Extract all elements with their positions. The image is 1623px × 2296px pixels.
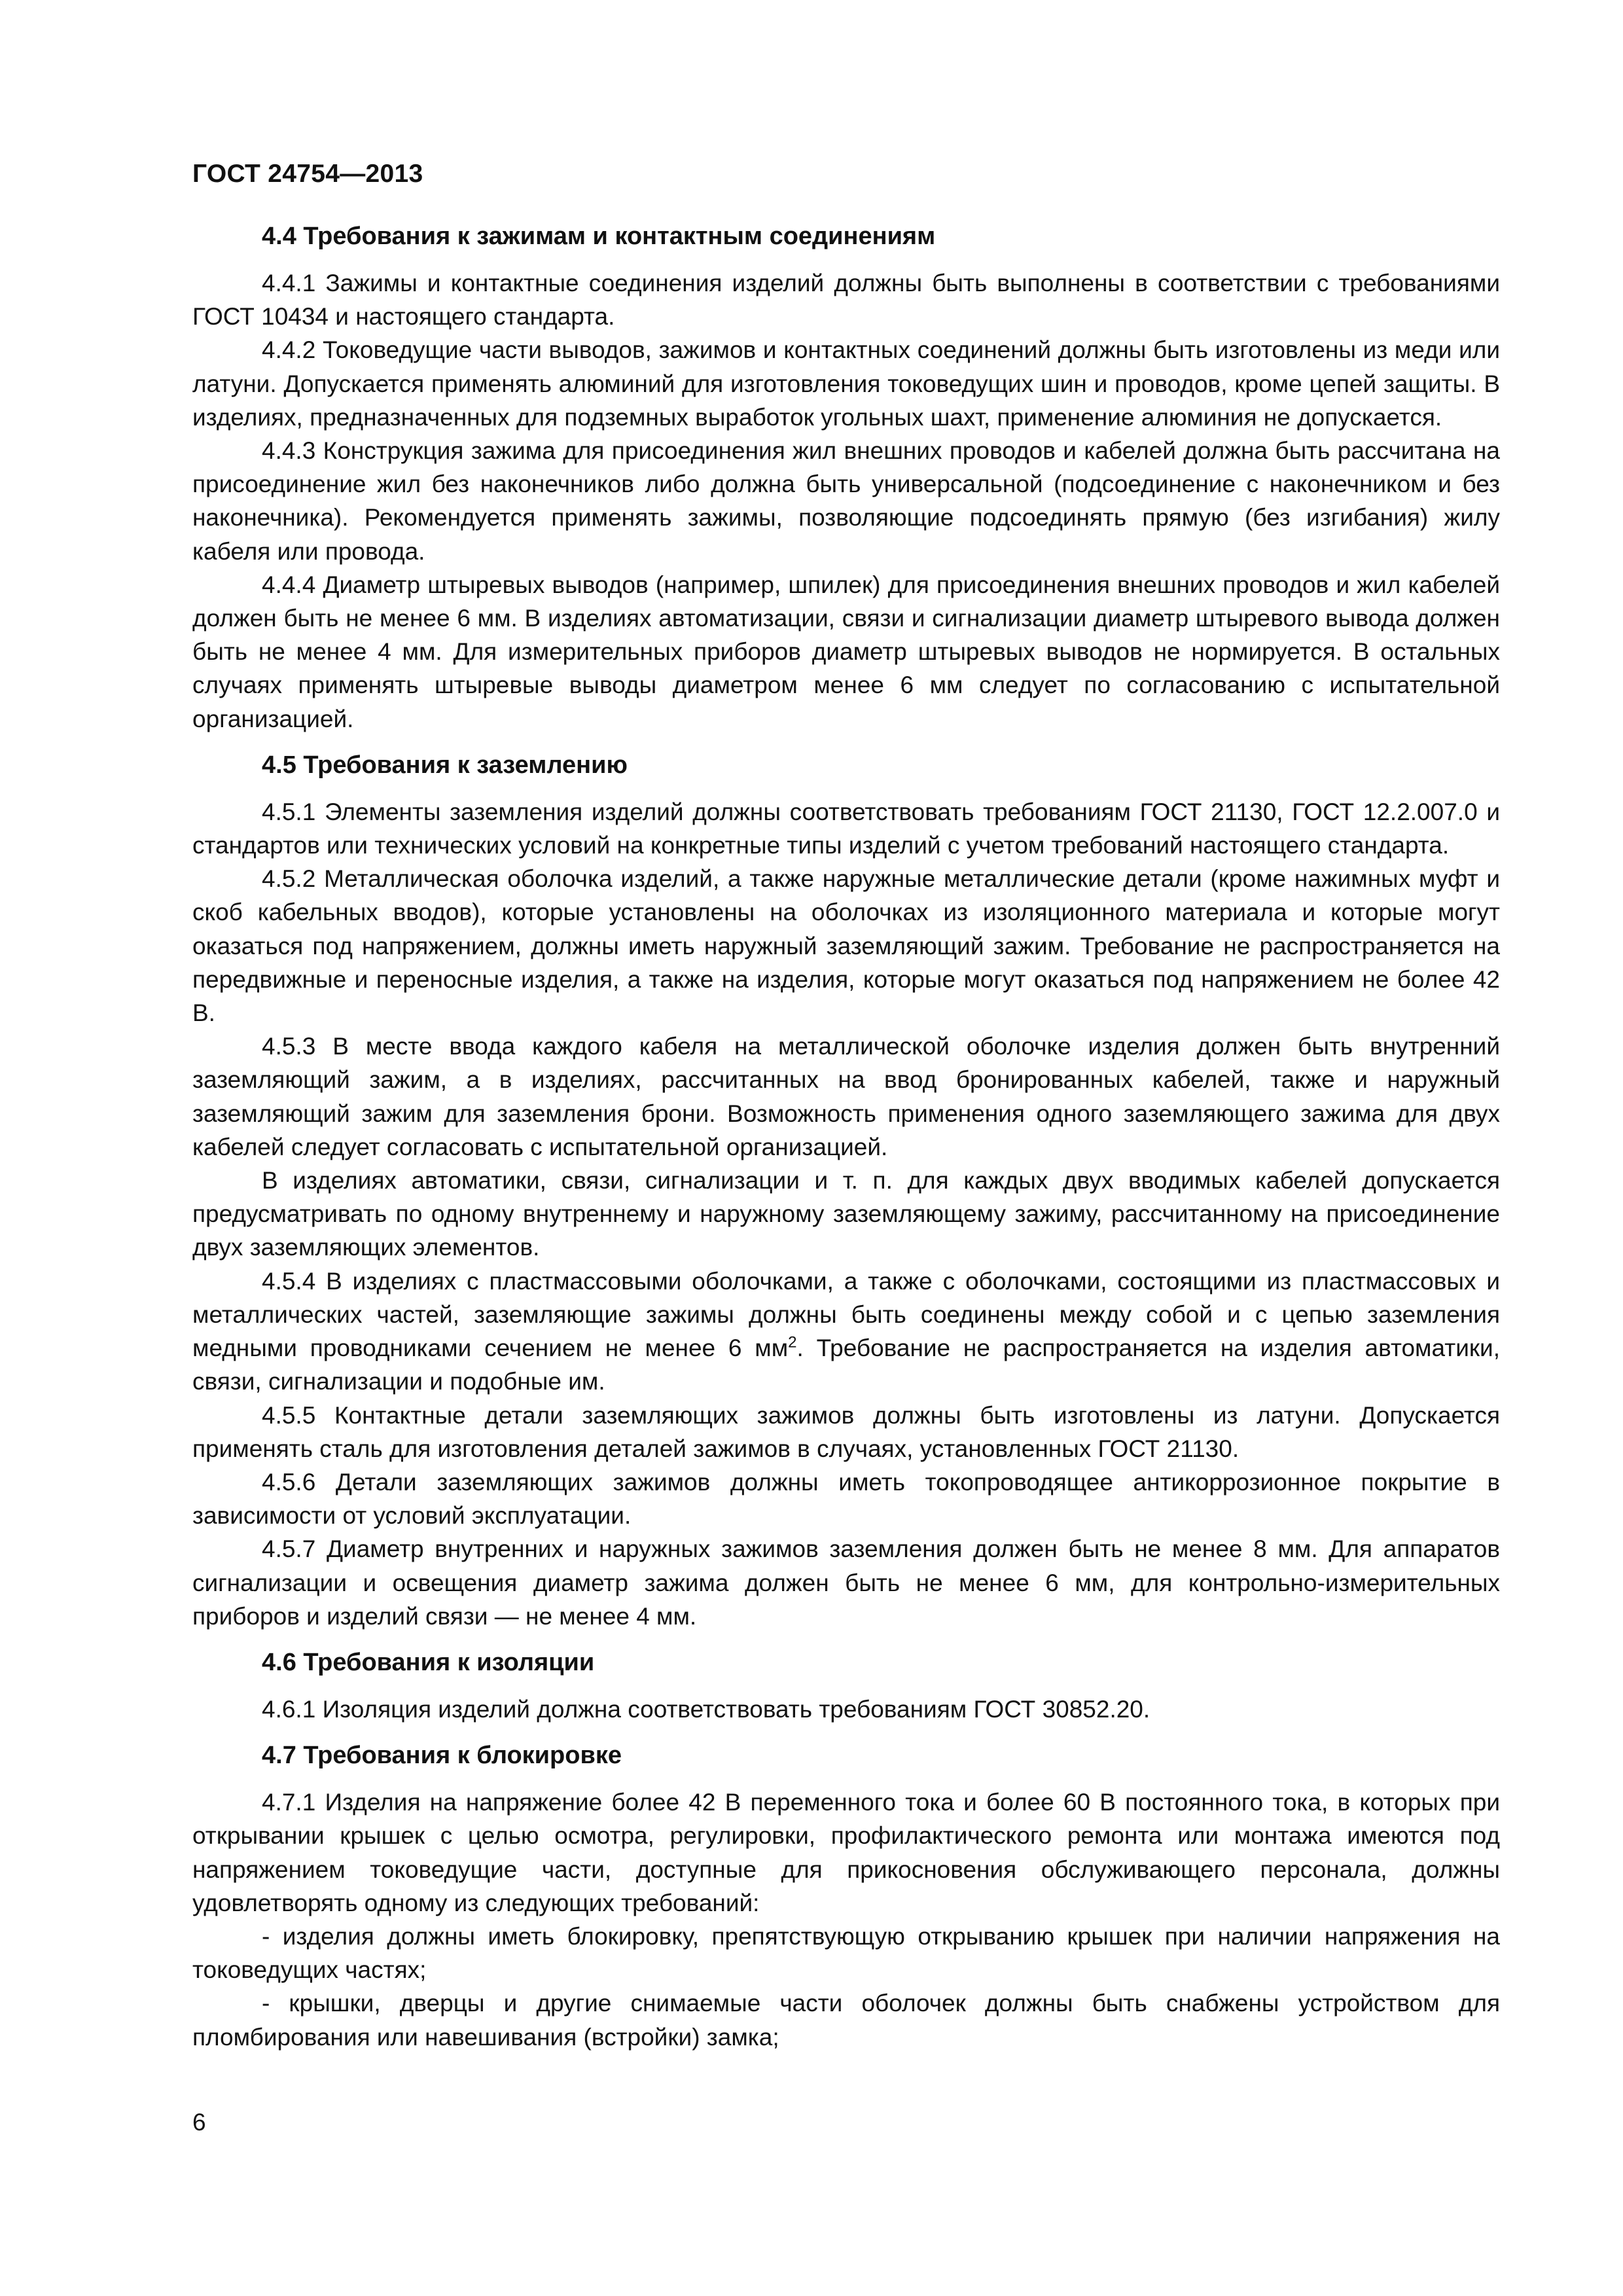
paragraph-4-5-4-text: 4.5.4 В изделиях с пластмассовыми оболочками, а также с оболочками, состоящими из пластмассовых и металлических частей, заземляющие зажимы должны быть соединены между собой и с цепью заземления медными проводниками сечением не менее 6 мм bbox=[192, 1267, 1500, 1362]
list-item-sealing: - крышки, дверцы и другие снимаемые части оболочек должны быть снабжены устройством для пломбирования или навешивания (встройки) замка; bbox=[192, 1990, 1500, 2051]
paragraph-4-4-1: 4.4.1 Зажимы и контактные соединения изделий должны быть выполнены в соответствии с требованиями ГОСТ 10434 и настоящего стандарта. bbox=[192, 270, 1500, 331]
section-heading-4-4: 4.4 Требования к зажимам и контактным соединениям bbox=[262, 223, 936, 250]
paragraph-4-5-6: 4.5.6 Детали заземляющих зажимов должны иметь токопроводящее антикоррозионное покрытие в зависимости от условий эксплуатации. bbox=[192, 1468, 1500, 1530]
paragraph-4-4-3: 4.4.3 Конструкция зажима для присоединения жил внешних проводов и кабелей должна быть рассчитана на присоединение жил без наконечников либо должна быть универсальной (подсоединение с наконечником и без наконечника). Рекомендуется применять зажимы, позволяющие подсоединять прямую (без изгибания) жилу кабеля или провода. bbox=[192, 437, 1500, 565]
paragraph-4-5-2: 4.5.2 Металлическая оболочка изделий, а также наружные металлические детали (кроме нажимных муфт и скоб кабельных вводов), которые установлены на оболочках из изоляционного материала и которые могут оказаться под напряжением, должны иметь наружный заземляющий зажим. Требование не распространяется на передвижные и переносные изделия, а также на изделия, которые могут оказаться под напряжением не более 42 В. bbox=[192, 865, 1500, 1027]
section-heading-4-7: 4.7 Требования к блокировке bbox=[262, 1742, 622, 1770]
paragraph-4-5-5: 4.5.5 Контактные детали заземляющих зажимов должны быть изготовлены из латуни. Допускается применять сталь для изготовления деталей зажимов в случаях, установленных ГОСТ 21130. bbox=[192, 1401, 1500, 1462]
superscript-two: 2 bbox=[788, 1333, 797, 1352]
paragraph-4-5-3: 4.5.3 В месте ввода каждого кабеля на металлической оболочке изделия должен быть внутренний заземляющий зажим, а в изделиях, рассчитанных на ввод бронированных кабелей, также и наружный заземляющий зажим для заземления брони. Возможность применения одного заземляющего зажима для двух кабелей следует согласовать с испытательной организацией. bbox=[192, 1033, 1500, 1160]
document-body bbox=[192, 220, 1500, 2054]
paragraph-4-6-1: 4.6.1 Изоляция изделий должна соответствовать требованиям ГОСТ 30852.20. bbox=[262, 1695, 1150, 1723]
paragraph-4-7-1: 4.7.1 Изделия на напряжение более 42 В переменного тока и более 60 В постоянного тока, в которых при открывании крышек с целью осмотра, регулировки, профилактического ремонта или монтажа имеются под напряжением токоведущие части, доступные для прикосновения обслуживающего персонала, должны удовлетворять одному из следующих требований: bbox=[192, 1789, 1500, 1916]
page-number: 6 bbox=[192, 2109, 206, 2136]
paragraph-4-5-4-tail: . Требование не распространяется на изделия автоматики, связи, сигнализации и подобные им. bbox=[192, 1335, 1501, 1395]
paragraph-4-5-7: 4.5.7 Диаметр внутренних и наружных зажимов заземления должен быть не менее 8 мм. Для аппаратов сигнализации и освещения диаметр зажима должен быть не менее 6 мм, для контрольно-измерительных приборов и изделий связи — не менее 4 мм. bbox=[192, 1535, 1500, 1630]
paragraph-4-4-2: 4.4.2 Токоведущие части выводов, зажимов и контактных соединений должны быть изготовлены из меди или латуни. Допускается применять алюминий для изготовления токоведущих шин и проводов, кроме цепей защиты. В изделиях, предназначенных для подземных выработок угольных шахт, применение алюминия не допускается. bbox=[192, 336, 1500, 431]
paragraph-4-5-1: 4.5.1 Элементы заземления изделий должны соответствовать требованиям ГОСТ 21130, ГОСТ 12.2.007.0 и стандартов или технических условий на конкретные типы изделий с учетом требований настоящего стандарта. bbox=[192, 798, 1500, 859]
paragraph-4-4-4: 4.4.4 Диаметр штыревых выводов (например, шпилек) для присоединения внешних проводов и жил кабелей должен быть не менее 6 мм. В изделиях автоматизации, связи и сигнализации диаметр штыревого вывода должен быть не менее 4 мм. Для измерительных приборов диаметр штыревых выводов не нормируется. В остальных случаях применять штыревые выводы диаметром менее 6 мм следует по согласованию с испытательной организацией. bbox=[192, 571, 1500, 732]
section-heading-4-5: 4.5 Требования к заземлению bbox=[262, 751, 628, 779]
list-item-interlock: - изделия должны иметь блокировку, препятствующую открыванию крышек при наличии напряжения на токоведущих частях; bbox=[192, 1922, 1500, 1984]
document-header: ГОСТ 24754—2013 bbox=[192, 160, 423, 188]
paragraph-4-5-3-note: В изделиях автоматики, связи, сигнализации и т. п. для каждых двух вводимых кабелей допускается предусматривать по одному внутреннему и наружному заземляющему зажиму, рассчитанному на присоединение двух заземляющих элементов. bbox=[192, 1167, 1500, 1261]
section-heading-4-6: 4.6 Требования к изоляции bbox=[262, 1648, 595, 1676]
paragraph-4-5-4 bbox=[192, 1265, 1500, 1399]
